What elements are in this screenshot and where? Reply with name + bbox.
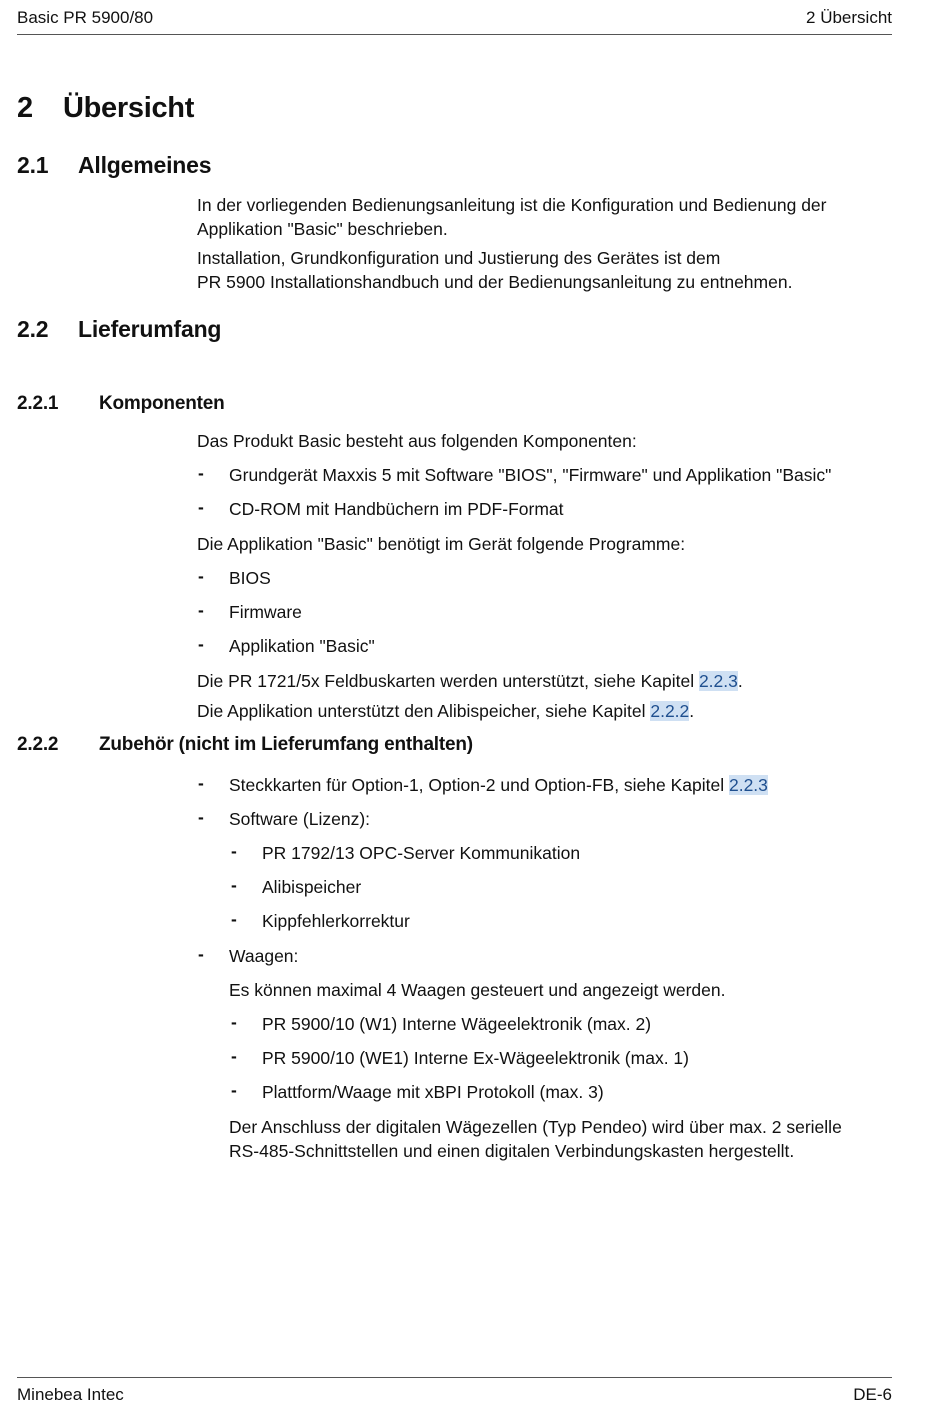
footer-rule	[17, 1377, 892, 1378]
list-marker: -	[231, 909, 237, 929]
list-marker: -	[198, 463, 204, 483]
header-left: Basic PR 5900/80	[17, 8, 154, 27]
closing-paragraph-a: Der Anschluss der digitalen Wägezellen (Typ Pendeo) wird über max. 2 serielle	[229, 1117, 842, 1137]
scale-item: PR 5900/10 (WE1) Interne Ex-Wägeelektronik (max. 1)	[262, 1048, 689, 1068]
chapter-number: 2	[17, 92, 33, 124]
section-2-2-1-number: 2.2.1	[17, 393, 59, 414]
software-item: Kippfehlerkorrektur	[262, 911, 410, 931]
scales-intro: Es können maximal 4 Waagen gesteuert und angezeigt werden.	[229, 980, 726, 1000]
s21-paragraph-2b: PR 5900 Installationshandbuch und der Bedienungsanleitung zu entnehmen.	[197, 272, 793, 292]
chapter-link-2-2-2[interactable]: 2.2.2	[650, 701, 690, 721]
software-item: Alibispeicher	[262, 877, 362, 897]
scale-item: Plattform/Waage mit xBPI Protokoll (max. 3)	[262, 1082, 604, 1102]
list-marker: -	[198, 807, 204, 827]
list-marker: -	[231, 875, 237, 895]
section-2-2-number: 2.2	[17, 316, 49, 342]
header-right: 2 Übersicht	[806, 8, 892, 27]
program-item: BIOS	[229, 568, 271, 588]
section-2-2-2-title: Zubehör (nicht im Lieferumfang enthalten)	[99, 734, 473, 755]
list-marker: -	[198, 944, 204, 964]
accessory-item-scales: Waagen:	[229, 946, 299, 966]
accessory-item-cards	[229, 773, 768, 797]
list-marker: -	[198, 634, 204, 654]
program-item: Firmware	[229, 602, 302, 622]
s21-paragraph-1b: Applikation "Basic" beschrieben.	[197, 219, 448, 239]
component-item: CD-ROM mit Handbüchern im PDF-Format	[229, 499, 564, 519]
s221-note-1	[197, 669, 743, 693]
software-item: PR 1792/13 OPC-Server Kommunikation	[262, 843, 581, 863]
component-item: Grundgerät Maxxis 5 mit Software "BIOS", "Firmware" und Applikation "Basic"	[229, 465, 832, 485]
accessory-item-software: Software (Lizenz):	[229, 809, 371, 829]
section-2-2-2-number: 2.2.2	[17, 734, 59, 755]
chapter-title: Übersicht	[63, 92, 195, 124]
list-marker: -	[198, 566, 204, 586]
header-rule	[17, 34, 892, 35]
section-2-1-title: Allgemeines	[78, 152, 212, 178]
s221-intro: Das Produkt Basic besteht aus folgenden Komponenten:	[197, 431, 637, 451]
s21-paragraph-1a: In der vorliegenden Bedienungsanleitung ist die Konfiguration und Bedienung der	[197, 195, 827, 215]
chapter-link-2-2-3[interactable]: 2.2.3	[728, 775, 768, 795]
list-marker: -	[231, 1046, 237, 1066]
s21-paragraph-2a: Installation, Grundkonfiguration und Justierung des Gerätes ist dem	[197, 248, 721, 268]
list-marker: -	[231, 841, 237, 861]
section-2-2-1-title: Komponenten	[99, 393, 225, 414]
list-marker: -	[198, 600, 204, 620]
list-marker: -	[198, 497, 204, 517]
list-marker: -	[198, 773, 204, 793]
s221-intro-2: Die Applikation "Basic" benötigt im Gerät folgende Programme:	[197, 534, 686, 554]
section-2-1-number: 2.1	[17, 152, 49, 178]
section-2-2-title: Lieferumfang	[78, 316, 222, 342]
note-text: Die PR 1721/5x Feldbuskarten werden unterstützt, siehe Kapitel	[197, 671, 699, 691]
page-number: DE-6	[853, 1385, 892, 1404]
scale-item: PR 5900/10 (W1) Interne Wägeelektronik (max. 2)	[262, 1014, 652, 1034]
s221-note-2	[197, 699, 694, 723]
list-marker: -	[231, 1080, 237, 1100]
period: .	[689, 701, 695, 721]
list-marker: -	[231, 1012, 237, 1032]
note-text: Die Applikation unterstützt den Alibispeicher, siehe Kapitel	[197, 701, 651, 721]
footer-left: Minebea Intec	[17, 1385, 124, 1404]
period: .	[737, 671, 743, 691]
chapter-link-2-2-3[interactable]: 2.2.3	[698, 671, 738, 691]
closing-paragraph-b: RS-485-Schnittstellen und einen digitalen Verbindungskasten hergestellt.	[229, 1141, 795, 1161]
item-text: Steckkarten für Option-1, Option-2 und Option-FB, siehe Kapitel	[229, 775, 729, 795]
program-item: Applikation "Basic"	[229, 636, 375, 656]
